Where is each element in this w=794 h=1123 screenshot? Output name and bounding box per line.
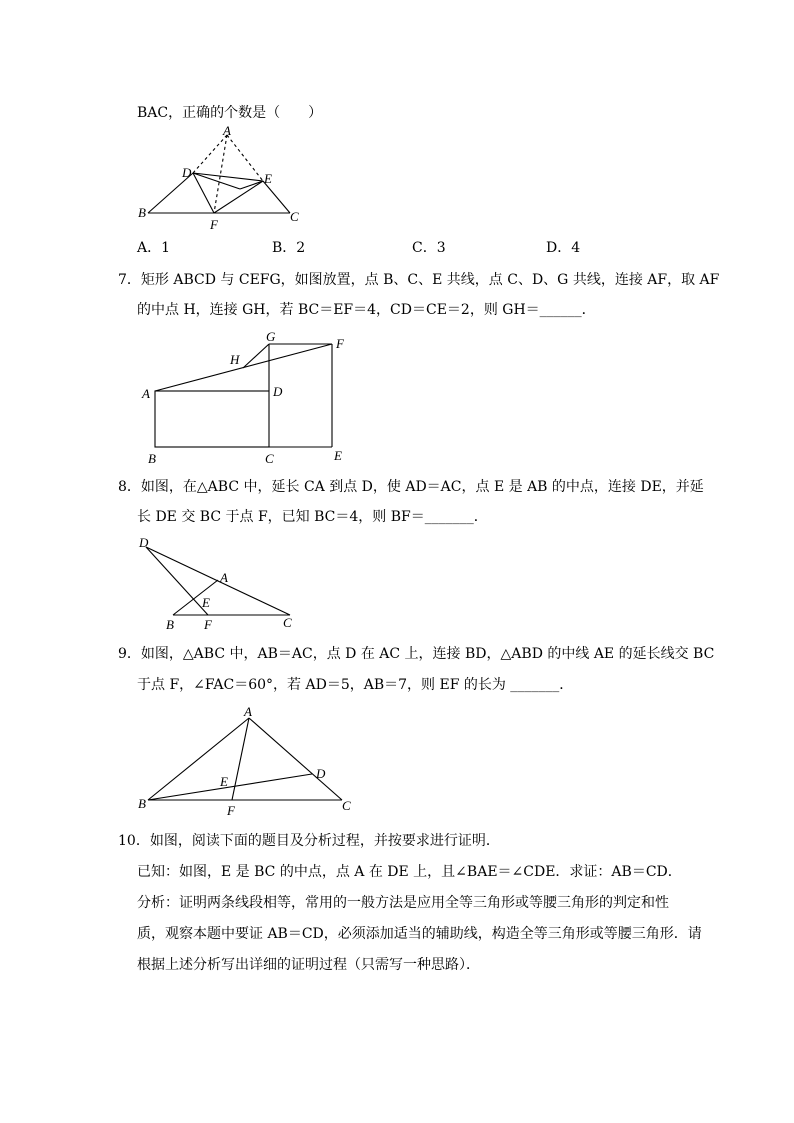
q6-label-c: C [290, 209, 299, 224]
q6-option-d[interactable]: D．4 [546, 240, 581, 256]
q9-label-a: A [244, 704, 252, 719]
q6-option-b[interactable]: B．2 [272, 240, 306, 256]
q9-figure [134, 704, 364, 820]
q8-label-e: E [202, 595, 210, 610]
q7-stem-line1: 7．矩形 ABCD 与 CEFG，如图放置，点 B、C、E 共线，点 C、D、G 共线，连接 AF，取 AF [118, 272, 720, 288]
q8-stem-line1: 8．如图，在△ABC 中，延长 CA 到点 D，使 AD＝AC，点 E 是 AB 的中点，连接 DE，并延 [118, 479, 704, 495]
q6-label-a: A [223, 125, 231, 138]
q9-label-d: D [316, 766, 326, 781]
q10-stem-line5: 根据上述分析写出详细的证明过程（只需写一种思路）． [137, 957, 480, 973]
q6-label-b: B [138, 205, 146, 220]
q7-label-d: D [273, 384, 283, 399]
q9-label-b: B [138, 796, 146, 811]
q9-label-e: E [220, 774, 228, 789]
q7-figure [138, 328, 358, 466]
q6-option-c[interactable]: C．3 [412, 240, 446, 256]
q6-figure [130, 125, 310, 233]
q8-label-b: B [166, 617, 174, 632]
q8-label-f: F [204, 617, 212, 632]
q10-stem-line4: 质，观察本题中要证 AB＝CD，必须添加适当的辅助线，构造全等三角形或等腰三角形．请 [137, 926, 702, 942]
q10-stem-line3: 分析：证明两条线段相等，常用的一般方法是应用全等三角形或等腰三角形的判定和性 [137, 895, 669, 911]
q8-stem-line2: 长 DE 交 BC 于点 F，已知 BC＝4，则 BF＝_______． [137, 509, 488, 525]
q7-label-e: E [334, 448, 342, 463]
q7-label-c: C [265, 451, 274, 466]
q9-label-f: F [227, 803, 235, 818]
q9-stem-line2: 于点 F，∠FAC＝60°，若 AD＝5，AB＝7，则 EF 的长为 _______． [137, 677, 574, 693]
q7-label-g: G [266, 329, 276, 344]
q6-stem-tail: BAC，正确的个数是（ ） [137, 105, 323, 121]
q9-label-c: C [342, 798, 351, 813]
q6-label-d: D [182, 165, 192, 180]
q7-stem-line2: 的中点 H，连接 GH，若 BC＝EF＝4，CD＝CE＝2，则 GH＝______． [137, 302, 596, 318]
q7-label-h: H [230, 352, 240, 367]
q9-stem-line1: 9．如图，△ABC 中，AB＝AC，点 D 在 AC 上，连接 BD，△ABD 的中线 AE 的延长线交 BC [118, 646, 715, 662]
q10-stem-line2: 已知：如图，E 是 BC 的中点，点 A 在 DE 上，且∠BAE＝∠CDE．求证：AB＝CD． [137, 864, 682, 880]
q8-label-d: D [139, 535, 149, 550]
q6-option-a[interactable]: A．1 [137, 240, 171, 256]
q7-label-f: F [336, 336, 344, 351]
q7-label-a: A [142, 386, 150, 401]
q8-label-a: A [220, 570, 228, 585]
q6-label-f: F [210, 217, 218, 232]
q10-stem-line1: 10．如图，阅读下面的题目及分析过程，并按要求进行证明． [118, 833, 500, 849]
q6-label-e: E [264, 171, 272, 186]
q8-label-c: C [283, 615, 292, 630]
q8-figure [136, 535, 306, 635]
q7-label-b: B [148, 451, 156, 466]
